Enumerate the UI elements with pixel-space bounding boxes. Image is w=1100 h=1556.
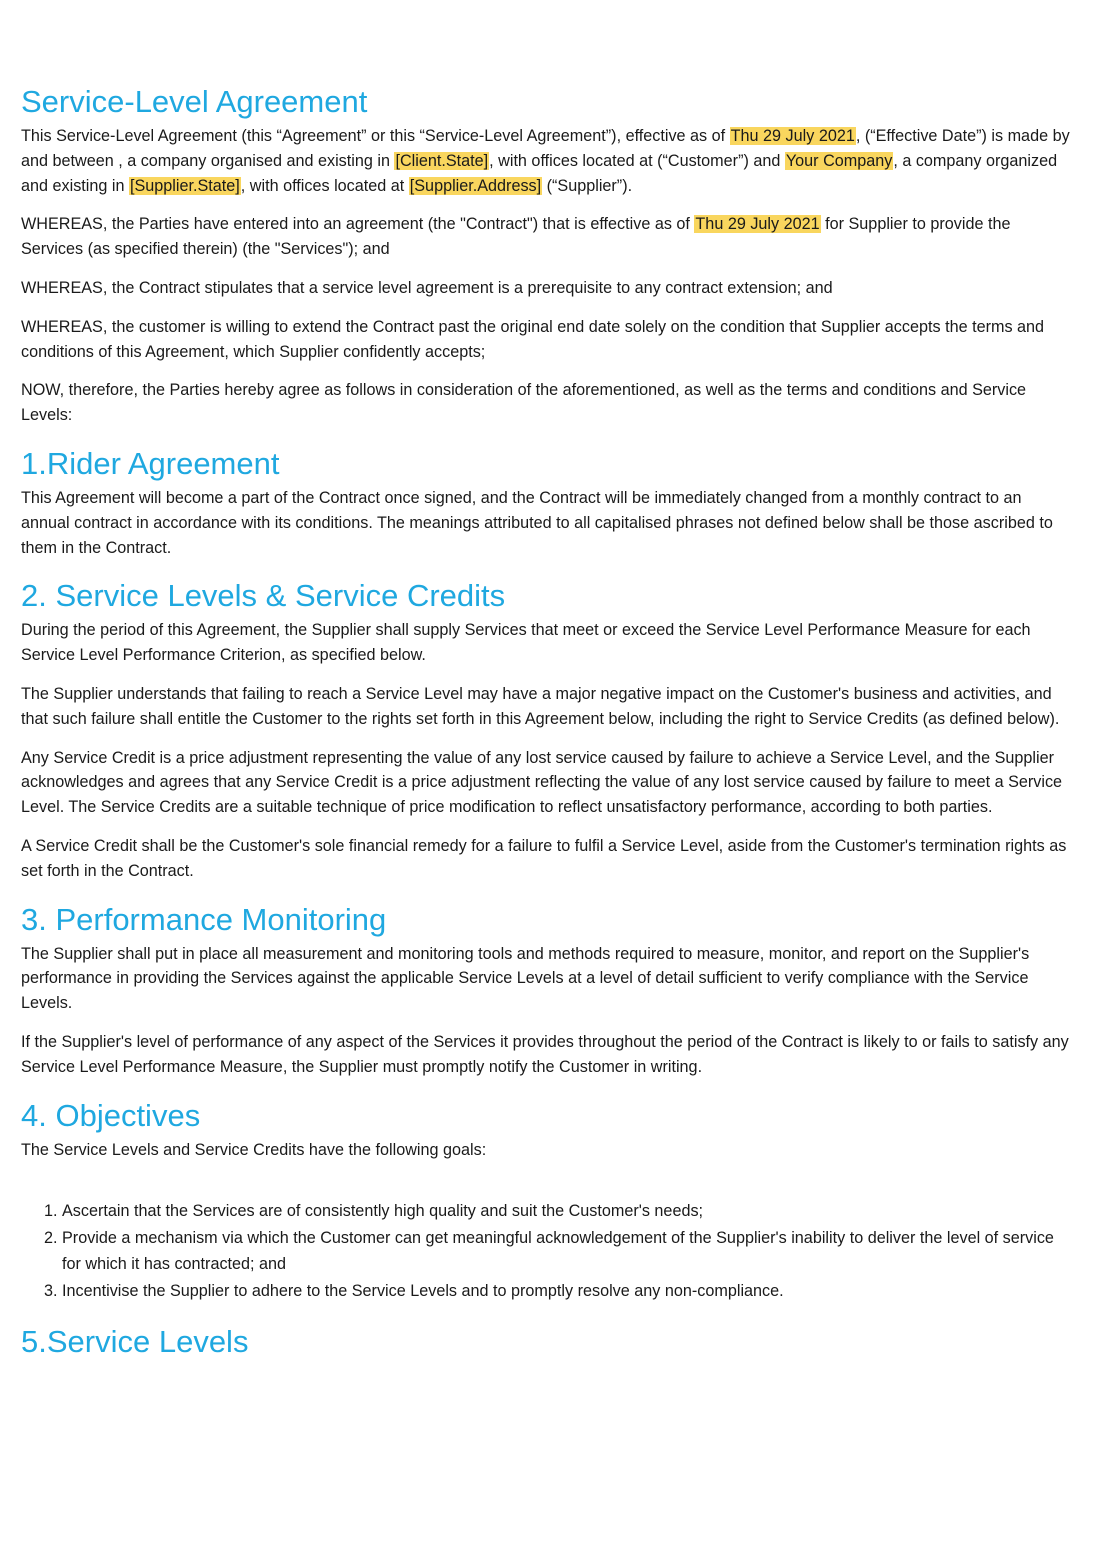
your-company-field[interactable]: Your Company [785, 151, 893, 170]
section-heading-rider-agreement: 1.Rider Agreement [21, 445, 280, 481]
section-heading-service-levels-credits: 2. Service Levels & Service Credits [21, 578, 506, 614]
section-3-paragraph-1: The Supplier shall put in place all measurement and monitoring tools and methods required to measure, monitor, and report on the Supplier's performance in providing the Services against the applicable Service Levels at a level of detail sufficient to verify compliance with the Service Levels. [21, 944, 1030, 1013]
whereas-paragraph-1 [21, 212, 1074, 262]
document-title: Service-Level Agreement [21, 84, 368, 119]
section-heading-objectives: 4. Objectives [21, 1097, 201, 1133]
section-2-paragraph-1: During the period of this Agreement, the Supplier shall supply Services that meet or exceed the Service Level Performance Measure for each Service Level Performance Criterion, as specified below. [21, 621, 1031, 665]
whereas-text: for Supplier to provide the Services (as specified therein) (the "Services"); and [21, 215, 1011, 259]
list-item: 1. Ascertain that the Services are of consistently high quality and suit the Customer's needs; [62, 1198, 1074, 1225]
intro-text: , (“Effective Date”) is made by and between , a company organised and existing in [21, 127, 1070, 170]
section-1-paragraph: This Agreement will become a part of the Contract once signed, and the Contract will be immediately changed from a monthly contract to an annual contract in accordance with its conditions. The meanings attributed to all capitalised phrases not defined below shall be those ascribed to them in the Contract. [21, 488, 1053, 557]
effective-date-field[interactable]: Thu 29 July 2021 [730, 127, 855, 145]
supplier-state-field[interactable]: [Supplier.State] [130, 176, 240, 195]
section-3-paragraph-2: If the Supplier's level of performance of any aspect of the Services it provides throughout the period of the Contract is likely to or fails to satisfy any Service Level Performance Measure, the Supplier must promptly notify the Customer in writing. [21, 1032, 1069, 1076]
intro-text: This Service-Level Agreement (this “Agreement” or this “Service-Level Agreement”), effective as of [21, 127, 730, 145]
objectives-list [21, 1198, 1074, 1304]
section-2-paragraph-2: The Supplier understands that failing to reach a Service Level may have a major negative impact on the Customer's business and activities, and that such failure shall entitle the Customer to the rights set forth in this Agreement below, including the right to Service Credits (as defined below). [21, 684, 1060, 728]
client-state-field[interactable]: [Client.State] [395, 151, 489, 170]
section-2-paragraph-4: A Service Credit shall be the Customer's sole financial remedy for a failure to fulfil a Service Level, aside from the Customer's termination rights as set forth in the Contract. [21, 836, 1067, 880]
whereas-paragraph-3: WHEREAS, the customer is willing to extend the Contract past the original end date solely on the condition that Supplier accepts the terms and conditions of this Agreement, which Supplier confidently accepts; [21, 317, 1045, 361]
intro-text: (“Supplier”). [542, 176, 633, 195]
whereas-text: WHEREAS, the Parties have entered into an agreement (the "Contract") that is effective as of [21, 215, 695, 234]
list-item: 2. Provide a mechanism via which the Customer can get meaningful acknowledgement of the Supplier's inability to deliver the level of service for which it has contracted; and [62, 1225, 1074, 1278]
whereas-paragraph-2: WHEREAS, the Contract stipulates that a service level agreement is a prerequisite to any contract extension; and [21, 278, 833, 297]
intro-text: , with offices located at (“Customer”) and [489, 151, 785, 170]
intro-paragraph [21, 124, 1074, 198]
supplier-address-field[interactable]: [Supplier.Address] [409, 176, 542, 195]
now-therefore-paragraph: NOW, therefore, the Parties hereby agree as follows in consideration of the aforementioned, as well as the terms and conditions and Service Levels: [21, 381, 1027, 425]
contract-date-field[interactable]: Thu 29 July 2021 [695, 215, 820, 234]
intro-text: , with offices located at [240, 176, 409, 195]
section-heading-service-levels: 5.Service Levels [21, 1324, 249, 1360]
list-item: 3. Incentivise the Supplier to adhere to the Service Levels and to promptly resolve any non-compliance. [62, 1278, 1074, 1305]
section-heading-performance-monitoring: 3. Performance Monitoring [21, 901, 387, 937]
intro-text: , a company organized and existing in [21, 151, 1058, 195]
section-2-paragraph-3: Any Service Credit is a price adjustment representing the value of any lost service caused by failure to achieve a Service Level, and the Supplier acknowledges and agrees that any Service Credit is a price adjustment reflecting the value of any lost service caused by failure to meet a Service Level. The Service Credits are a suitable technique of price modification to reflect unsatisfactory performance, according to both parties. [21, 748, 1063, 817]
section-4-paragraph: The Service Levels and Service Credits have the following goals: [21, 1140, 487, 1159]
